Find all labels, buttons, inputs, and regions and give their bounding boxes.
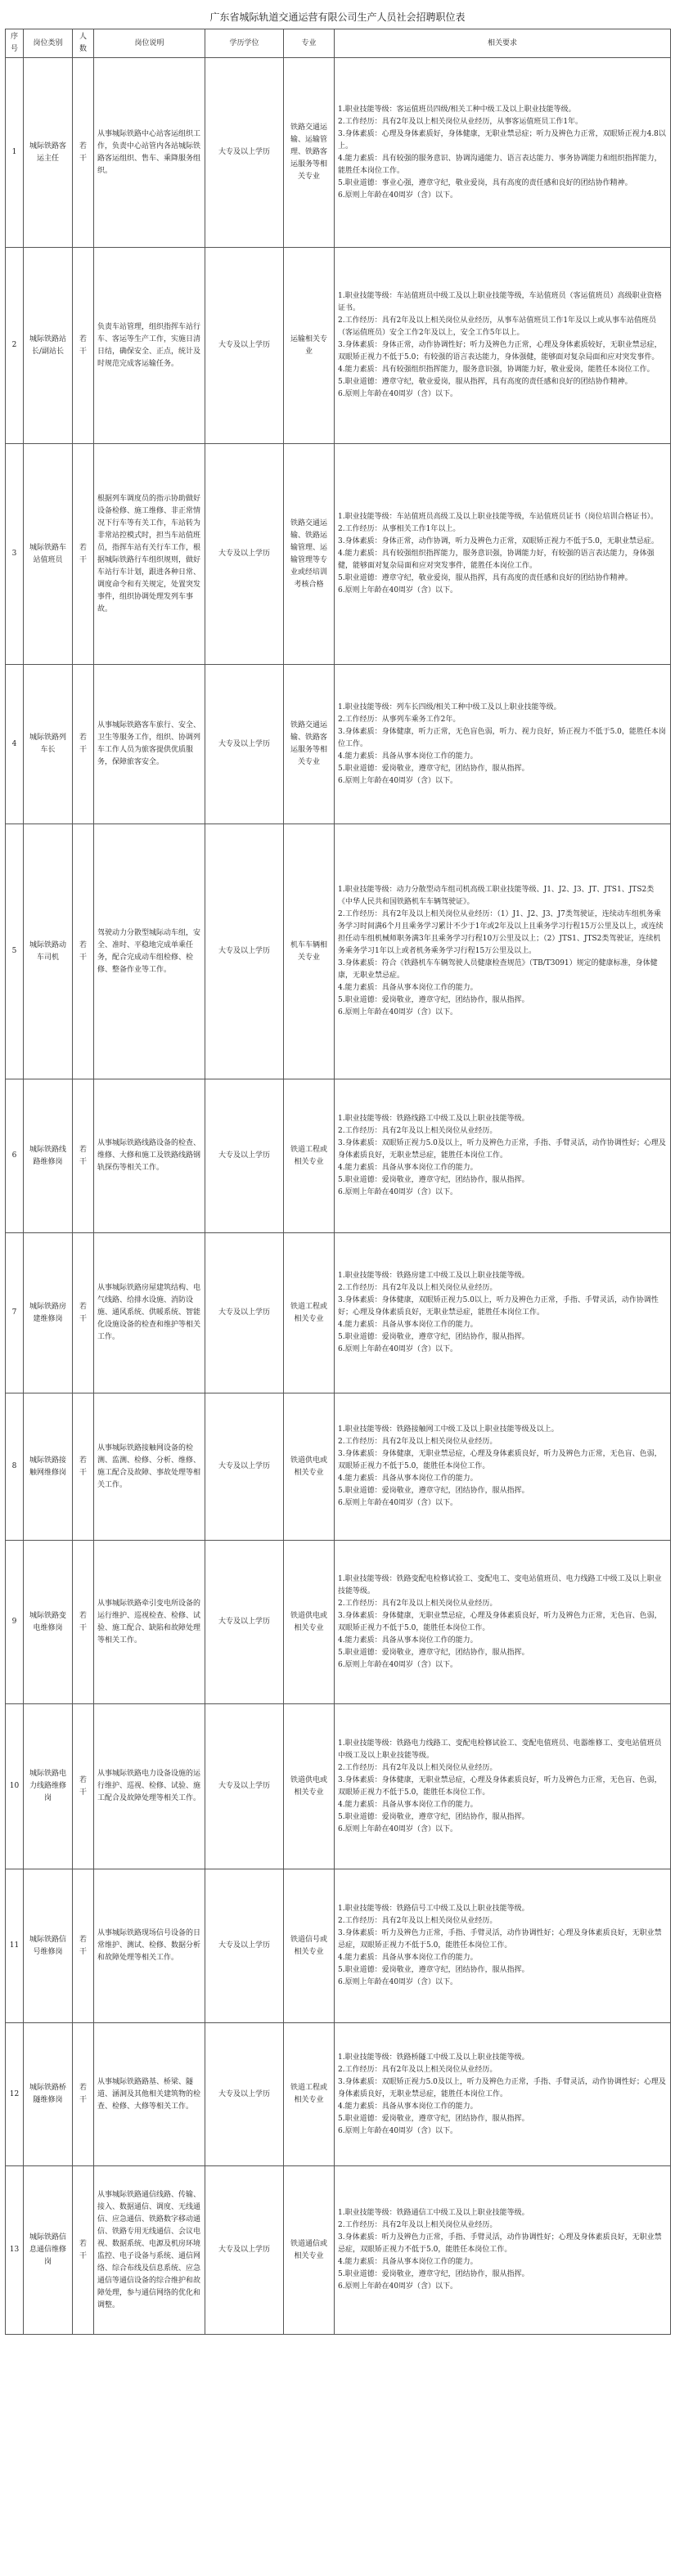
requirement-item: 4.能力素质：具备从事本岗位工作的能力。	[338, 1321, 478, 1329]
cell-edu: 大专及以上学历	[205, 1079, 284, 1233]
table-row	[6, 1079, 671, 1233]
requirement-item: 1.职业技能等级：铁路线路工中级工及以上职业技能等级。	[338, 1115, 529, 1123]
cell-requirements	[335, 1869, 671, 2023]
cell-requirements	[335, 58, 671, 248]
requirement-item: 5.职业道德：爱岗敬业，遵章守纪，团结协作，服从指挥。	[338, 1812, 529, 1821]
requirement-item: 1.职业技能等级：铁路通信工中级工及以上职业技能等级。	[338, 2209, 529, 2217]
cell-desc: 负责车站管理，组织指挥车站行车、客运等生产工作，实施日清日结，确保安全、正点，统计及时规范完成客运输任务。	[94, 248, 205, 444]
cell-job: 城际铁路线路维修岗	[24, 1079, 73, 1233]
cell-no: 6	[6, 1079, 24, 1233]
cell-edu: 大专及以上学历	[205, 1233, 284, 1393]
cell-requirements	[335, 444, 671, 665]
header-major: 专业	[284, 29, 335, 58]
cell-count: 若干	[73, 1233, 94, 1393]
cell-count: 若干	[73, 665, 94, 824]
requirement-item: 6.原则上年龄在40周岁（含）以下。	[338, 390, 458, 398]
cell-major: 铁道工程或相关专业	[284, 1079, 335, 1233]
cell-count: 若干	[73, 2166, 94, 2335]
requirement-item: 4.能力素质：具备从事本岗位工作的能力。	[338, 1164, 478, 1172]
cell-edu: 大专及以上学历	[205, 444, 284, 665]
cell-desc: 从事城际铁路电力设备设施的运行维护、巡视、检修、试验、施工配合及故障处理等相关工作。	[94, 1704, 205, 1869]
requirement-item: 5.职业道德：遵章守纪，敬业爱岗，服从指挥，具有高度的责任感和良好的团结协作精神。	[338, 574, 632, 582]
cell-edu: 大专及以上学历	[205, 665, 284, 824]
cell-no: 8	[6, 1393, 24, 1541]
header-no: 序号	[6, 29, 24, 58]
requirement-item: 6.原则上年龄在40周岁（含）以下。	[338, 586, 458, 595]
cell-no: 7	[6, 1233, 24, 1393]
requirement-item: 3.身体素质：身体健康，无职业禁忌症，心理及身体素质良好，听力及辨色力正常，无色盲、色弱，双眼矫正视力不低于5.0，能胜任本岗位工作。	[338, 1450, 662, 1470]
cell-count: 若干	[73, 444, 94, 665]
header-req: 相关要求	[335, 29, 671, 58]
cell-no: 13	[6, 2166, 24, 2335]
cell-requirements	[335, 824, 671, 1079]
table-row	[6, 248, 671, 444]
table-body	[6, 58, 671, 2335]
cell-edu: 大专及以上学历	[205, 2166, 284, 2335]
requirement-item: 2.工作经历：具有2年及以上相关岗位从业经历。	[338, 2065, 497, 2074]
requirement-item: 3.身体素质：符合《铁路机车车辆驾驶人员健康检查规范》（TB/T3091）规定的健康标准，身体健康，无职业禁忌症。	[338, 959, 658, 980]
requirement-item: 5.职业道德：爱岗敬业，遵章守纪，团结协作，服从指挥。	[338, 1333, 529, 1341]
requirement-item: 4.能力素质：具备从事本岗位工作的能力。	[338, 1474, 478, 1483]
requirement-item: 3.身体素质：身体健康，无职业禁忌症，心理及身体素质良好，听力及辨色力正常，无色盲、色弱，双眼矫正视力不低于5.0，能胜任本岗位工作。	[338, 1611, 662, 1632]
requirement-item: 4.能力素质：具备从事本岗位工作的能力。	[338, 1954, 478, 1962]
requirement-item: 2.工作经历：具有2年及以上相关岗位从业经历。	[338, 1127, 497, 1135]
requirement-item: 3.身体素质：心理及身体素质好，身体健康，无职业禁忌症；听力及辨色力正常，双眼矫正视力4.8以上。	[338, 129, 666, 150]
requirement-item: 4.能力素质：具有较强组织指挥能力，服务意识强，协调能力好，有较强的语言表达能力，身体强健，能够面对复杂局面和应对突发事件，能胜任本岗位工作。	[338, 550, 655, 570]
requirement-item: 2.工作经历：具有2年及以上相关岗位从业经历，从事客运值班员工作1年。	[338, 117, 583, 126]
cell-desc: 驾驶动力分散型城际动车组，安全、准时、平稳地完成单乘任务，配合完成动车组检修、检修、整备作业等工作。	[94, 824, 205, 1079]
cell-job: 城际铁路站长/副站长	[24, 248, 73, 444]
cell-desc: 从事城际铁路接触网设备的检测、监测、检修、分析、维修、施工配合及故障、事故处理等相关工作。	[94, 1393, 205, 1541]
cell-no: 1	[6, 58, 24, 248]
cell-count: 若干	[73, 248, 94, 444]
cell-major: 铁道供电或相关专业	[284, 1541, 335, 1704]
cell-count: 若干	[73, 1541, 94, 1704]
cell-major: 铁道供电或相关专业	[284, 1704, 335, 1869]
requirement-item: 2.工作经历：具有2年及以上相关岗位从业经历。	[338, 1284, 497, 1292]
cell-job: 城际铁路变电维修岗	[24, 1541, 73, 1704]
table-row	[6, 1233, 671, 1393]
requirement-item: 3.身体素质：听力及辨色力正常，手指、手臂灵活，动作协调性好；心理及身体素质良好，无职业禁忌症，双眼矫正视力不低于5.0，能胜任本岗位工作。	[338, 1929, 662, 1950]
requirement-item: 3.身体素质：双眼矫正视力5.0及以上，听力及辨色力正常，手指、手臂灵活，动作协调性好；心理及身体素质良好，无职业禁忌症，能胜任本岗位工作。	[338, 2077, 666, 2098]
requirement-item: 1.职业技能等级：客运值班员四级/相关工种中级工及以上职业技能等级。	[338, 105, 576, 114]
cell-job: 城际铁路动车司机	[24, 824, 73, 1079]
cell-count: 若干	[73, 58, 94, 248]
cell-desc: 从事城际铁路路基、桥梁、隧道、涵洞及其他相关建筑物的检查、检修、大修等相关工作。	[94, 2023, 205, 2166]
cell-edu: 大专及以上学历	[205, 248, 284, 444]
requirement-item: 6.原则上年龄在40周岁（含）以下。	[338, 1824, 458, 1833]
cell-requirements	[335, 2166, 671, 2335]
requirement-item: 4.能力素质：具有较强组织指挥能力，服务意识强，协调能力好，敬业爱岗，能胜任本岗位工作。	[338, 366, 655, 374]
cell-desc: 从事城际铁路房屋建筑结构、电气线路、给排水设施、消防设施、通风系统、供暖系统、智能化设施设备的检查和维护等相关工作。	[94, 1233, 205, 1393]
requirement-item: 1.职业技能等级：动力分散型动车组司机高级工职业技能等级、J1、J2、J3、JT、JTS1、JTS2类《中华人民共和国铁路机车车辆驾驶证》。	[338, 886, 655, 906]
requirement-item: 5.职业道德：事业心强，遵章守纪，敬业爱岗，具有高度的责任感和良好的团结协作精神。	[338, 178, 632, 187]
requirement-item: 6.原则上年龄在40周岁（含）以下。	[338, 1008, 458, 1016]
requirement-item: 5.职业道德：遵章守纪，敬业爱岗，服从指挥，具有高度的责任感和良好的团结协作精神。	[338, 378, 632, 386]
header-edu: 学历学位	[205, 29, 284, 58]
requirement-item: 4.能力素质：具备从事本岗位工作的能力。	[338, 2102, 478, 2111]
cell-count: 若干	[73, 1869, 94, 2023]
table-row	[6, 665, 671, 824]
requirement-item: 1.职业技能等级：铁路桥隧工中级工及以上职业技能等级。	[338, 2053, 529, 2062]
requirement-item: 1.职业技能等级：铁路信号工中级工及以上职业技能等级。	[338, 1905, 529, 1913]
requirement-item: 3.身体素质：身体健康，双眼矫正视力5.0以上，听力及辨色力正常，手指、手臂灵活，动作协调性好；心理及身体素质良好，无职业禁忌症，能胜任本岗位工作。	[338, 1296, 659, 1317]
cell-requirements	[335, 2023, 671, 2166]
cell-count: 若干	[73, 1704, 94, 1869]
requirement-item: 6.原则上年龄在40周岁（含）以下。	[338, 1188, 458, 1196]
requirement-item: 5.职业道德：爱岗敬业，遵章守纪，团结协作，服从指挥。	[338, 1487, 529, 1495]
requirement-item: 2.工作经历：从事相关工作1年以上。	[338, 525, 461, 533]
cell-job: 城际铁路电力线路维修岗	[24, 1704, 73, 1869]
requirement-item: 2.工作经历：具有2年及以上相关岗位从业经历。	[338, 2221, 497, 2229]
cell-count: 若干	[73, 2023, 94, 2166]
cell-no: 5	[6, 824, 24, 1079]
header-desc: 岗位说明	[94, 29, 205, 58]
cell-desc: 从事城际铁路客车旅行、安全、卫生等服务工作，组织、协调列车工作人员为旅客提供优质服务，保障旅客安全。	[94, 665, 205, 824]
requirement-item: 6.原则上年龄在40周岁（含）以下。	[338, 1660, 458, 1669]
requirement-item: 6.原则上年龄在40周岁（含）以下。	[338, 776, 458, 785]
cell-job: 城际铁路车站值班员	[24, 444, 73, 665]
cell-no: 9	[6, 1541, 24, 1704]
requirement-item: 1.职业技能等级：列车长四级/相关工种中级工及以上职业技能等级。	[338, 702, 561, 711]
requirement-item: 5.职业道德：爱岗敬业，遵章守纪，团结协作，服从指挥。	[338, 2270, 529, 2278]
requirement-item: 3.身体素质：身体正常，动作协调性好；听力及辨色力正常，心理及身体素质较好，无职业禁忌症，双眼矫正视力不低于5.0；有较强的语言表达能力，身体强健，能够面对复杂局面和应对突发事件。	[338, 341, 662, 361]
cell-requirements	[335, 665, 671, 824]
cell-edu: 大专及以上学历	[205, 1704, 284, 1869]
cell-major: 铁道供电或相关专业	[284, 1393, 335, 1541]
requirement-item: 1.职业技能等级：铁路接触网工中级工及以上职业技能等级及以上。	[338, 1425, 559, 1434]
requirement-item: 5.职业道德：爱岗敬业，遵章守纪，团结协作，服从指挥。	[338, 1966, 529, 1974]
cell-major: 运输相关专业	[284, 248, 335, 444]
cell-requirements	[335, 1393, 671, 1541]
table-row	[6, 444, 671, 665]
cell-job: 城际铁路列车长	[24, 665, 73, 824]
table-row	[6, 824, 671, 1079]
cell-desc: 从事城际铁路牵引变电所设备的运行维护、巡视检查、检修、试验、施工配合、缺陷和故障处理等相关工作。	[94, 1541, 205, 1704]
requirement-item: 4.能力素质：具备从事本岗位工作的能力。	[338, 984, 478, 992]
cell-count: 若干	[73, 1079, 94, 1233]
cell-no: 2	[6, 248, 24, 444]
table-row	[6, 1869, 671, 2023]
table-row	[6, 1541, 671, 1704]
requirement-item: 5.职业道德：爱岗敬业，遵章守纪，团结协作，服从指挥。	[338, 996, 529, 1004]
cell-desc: 从事城际铁路现场信号设备的日常维护、测试、检修、数据分析和故障处理等相关工作。	[94, 1869, 205, 2023]
requirement-item: 4.能力素质：具备从事本岗位工作的能力。	[338, 1636, 478, 1645]
requirement-item: 6.原则上年龄在40周岁（含）以下。	[338, 1499, 458, 1507]
cell-major: 铁路交通运输、铁路客运服务等相关专业	[284, 665, 335, 824]
cell-edu: 大专及以上学历	[205, 2023, 284, 2166]
job-table	[5, 29, 671, 2335]
requirement-item: 2.工作经历：从事列车乘务工作2年。	[338, 715, 461, 724]
cell-major: 机车车辆相关专业	[284, 824, 335, 1079]
cell-job: 城际铁路桥隧维修岗	[24, 2023, 73, 2166]
requirement-item: 4.能力素质：具备从事本岗位工作的能力。	[338, 752, 478, 761]
cell-job: 城际铁路接触网维修岗	[24, 1393, 73, 1541]
cell-desc: 从事城际铁路线路设备的检查、维修、大修和施工及铁路线路钢轨探伤等相关工作。	[94, 1079, 205, 1233]
cell-count: 若干	[73, 824, 94, 1079]
requirement-item: 4.能力素质：具备从事本岗位工作的能力。	[338, 2258, 478, 2266]
requirement-item: 5.职业道德：爱岗敬业，遵章守纪，团结协作，服从指挥。	[338, 1176, 529, 1184]
requirement-item: 3.身体素质：身体正常，动作协调，听力及辨色力正常，双眼矫正视力不低于5.0，无职业禁忌症。	[338, 537, 659, 545]
table-row	[6, 2023, 671, 2166]
requirement-item: 6.原则上年龄在40周岁（含）以下。	[338, 2126, 458, 2135]
cell-requirements	[335, 248, 671, 444]
cell-job: 城际铁路信号维修岗	[24, 1869, 73, 2023]
cell-edu: 大专及以上学历	[205, 1869, 284, 2023]
cell-edu: 大专及以上学历	[205, 1541, 284, 1704]
header-count: 人数	[73, 29, 94, 58]
cell-no: 3	[6, 444, 24, 665]
requirement-item: 2.工作经历：具有2年及以上相关岗位从业经历。	[338, 1438, 497, 1446]
requirement-item: 3.身体素质：双眼矫正视力5.0及以上，听力及辨色力正常，手指、手臂灵活，动作协调性好；心理及身体素质良好，无职业禁忌症，能胜任本岗位工作。	[338, 1139, 666, 1160]
cell-edu: 大专及以上学历	[205, 824, 284, 1079]
cell-requirements	[335, 1541, 671, 1704]
cell-no: 12	[6, 2023, 24, 2166]
requirement-item: 1.职业技能等级：铁路变配电检修试验工、变配电工、变电站值班员、电力线路工中级工及以上职业技能等级。	[338, 1574, 662, 1595]
cell-major: 铁道工程或相关专业	[284, 1233, 335, 1393]
cell-desc: 从事城际铁路通信线路、传输、接入、数据通信、调度、无线通信、应急通信、铁路数字移动通信、铁路专用无线通信、会议电视、数据系统、电源及机房环境监控、电子设备与系统、通信网络、综合布线及信息系统、应急通信等通信设备的综合维护和故障处理，参与通信网络的优化和调整。	[94, 2166, 205, 2335]
cell-major: 铁路交通运输、铁路运输管理、运输管理等专业或经培训考核合格	[284, 444, 335, 665]
page-title: 广东省城际轨道交通运营有限公司生产人员社会招聘职位表	[209, 11, 466, 23]
requirement-item: 2.工作经历：具有2年及以上相关岗位从业经历。	[338, 1763, 497, 1772]
cell-job: 城际铁路房建维修岗	[24, 1233, 73, 1393]
cell-edu: 大专及以上学历	[205, 1393, 284, 1541]
cell-job: 城际铁路客运主任	[24, 58, 73, 248]
cell-desc: 根据列车调度员的指示协助做好设备检修、施工维修、非正常情况下行车等有关工作，车站转为非常站控模式时，担当车站值班员，指挥车站有关行车工作，根据城际铁路行车组织规则，做好车站行车计划，跟进各种日常、调度命令和有关规定，处置突发事件，组织协调处理发列车事故。	[94, 444, 205, 665]
cell-requirements	[335, 1233, 671, 1393]
requirement-item: 5.职业道德：爱岗敬业，遵章守纪，团结协作，服从指挥。	[338, 764, 529, 773]
requirement-item: 6.原则上年龄在40周岁（含）以下。	[338, 191, 458, 200]
cell-major: 铁道通信或相关专业	[284, 2166, 335, 2335]
requirement-item: 4.能力素质：具备从事本岗位工作的能力。	[338, 1800, 478, 1809]
requirement-item: 6.原则上年龄在40周岁（含）以下。	[338, 1978, 458, 1986]
requirement-item: 2.工作经历：具有2年及以上相关岗位从业经历。	[338, 1599, 497, 1608]
cell-count: 若干	[73, 1393, 94, 1541]
cell-no: 11	[6, 1869, 24, 2023]
requirement-item: 5.职业道德：爱岗敬业，遵章守纪，团结协作，服从指挥。	[338, 1648, 529, 1657]
requirement-item: 1.职业技能等级：铁路电力线路工、变配电检修试验工、变配电值班员、电器维修工、变电站值班员中级工及以上职业技能等级。	[338, 1739, 662, 1760]
requirement-item: 5.职业道德：爱岗敬业，遵章守纪，团结协作，服从指挥。	[338, 2114, 529, 2123]
table-row	[6, 58, 671, 248]
cell-no: 4	[6, 665, 24, 824]
table-header-row	[6, 29, 671, 58]
cell-requirements	[335, 1704, 671, 1869]
table-row	[6, 1393, 671, 1541]
requirement-item: 2.工作经历：具有2年及以上相关岗位从业经历。	[338, 1917, 497, 1925]
cell-edu: 大专及以上学历	[205, 58, 284, 248]
requirement-item: 3.身体素质：听力及辨色力正常，手指、手臂灵活，动作协调性好；心理及身体素质良好，无职业禁忌症，双眼矫正视力不低于5.0，能胜任本岗位工作。	[338, 2233, 662, 2254]
cell-requirements	[335, 1079, 671, 1233]
requirement-item: 2.工作经历：具有2年及以上相关岗位从业经历，从事车站值班员工作1年及以上或从事车站值班员（客运值班员）安全工作2年及以上，安全工作5年以上。	[338, 316, 657, 337]
requirement-item: 1.职业技能等级：铁路房建工中级工及以上职业技能等级。	[338, 1272, 529, 1280]
cell-major: 铁道信号或相关专业	[284, 1869, 335, 2023]
requirement-item: 3.身体素质：身体健康，无职业禁忌症，心理及身体素质良好，听力及辨色力正常，无色盲、色弱，双眼矫正视力不低于5.0，能胜任本岗位工作。	[338, 1775, 662, 1797]
cell-major: 铁路交通运输、运输管理、铁路客运服务等相关专业	[284, 58, 335, 248]
table-row	[6, 2166, 671, 2335]
requirement-item: 1.职业技能等级：车站值班员高级工及以上职业技能等级，车站值班员证书（岗位培训合格证书）。	[338, 513, 659, 521]
cell-major: 铁道工程或相关专业	[284, 2023, 335, 2166]
requirement-item: 2.工作经历：具有2年及以上相关岗位从业经历：（1）J1、J2、J3、J7类驾驶证，连续动车组机务乘务学习时间满6个月且乘务学习累计不少于1年或2年及以上且乘务学习行程15万公里及以上，或连续担任动车组机械师职务满3年且乘务学习行程10万公里及以上；（2）JTS1、JTS2类驾驶证，连续机务乘务学习1年以上或者机务乘务学习行程15万公里及以上。	[338, 910, 664, 955]
cell-no: 10	[6, 1704, 24, 1869]
requirement-item: 1.职业技能等级：车站值班员中级工及以上职业技能等级，车站值班员（客运值班员）高级职业资格证书。	[338, 292, 662, 312]
requirement-item: 6.原则上年龄在40周岁（含）以下。	[338, 2282, 458, 2291]
table-row	[6, 1704, 671, 1869]
requirement-item: 4.能力素质：具有较强的服务意识、协调沟通能力、语言表达能力、事务协调能力和组织指挥能力，能胜任本岗位工作。	[338, 154, 662, 175]
requirement-item: 3.身体素质：身体健康，听力正常，无色盲色弱，听力、视力良好，矫正视力不低于5.0，能胜任本岗位工作。	[338, 727, 666, 748]
cell-job: 城际铁路信息通信维修岗	[24, 2166, 73, 2335]
header-job: 岗位类别	[24, 29, 73, 58]
cell-desc: 从事城际铁路中心站客运组织工作，负责中心站管内各站城际铁路客运组织、售车、乘降服务组织。	[94, 58, 205, 248]
requirement-item: 6.原则上年龄在40周岁（含）以下。	[338, 1345, 458, 1353]
